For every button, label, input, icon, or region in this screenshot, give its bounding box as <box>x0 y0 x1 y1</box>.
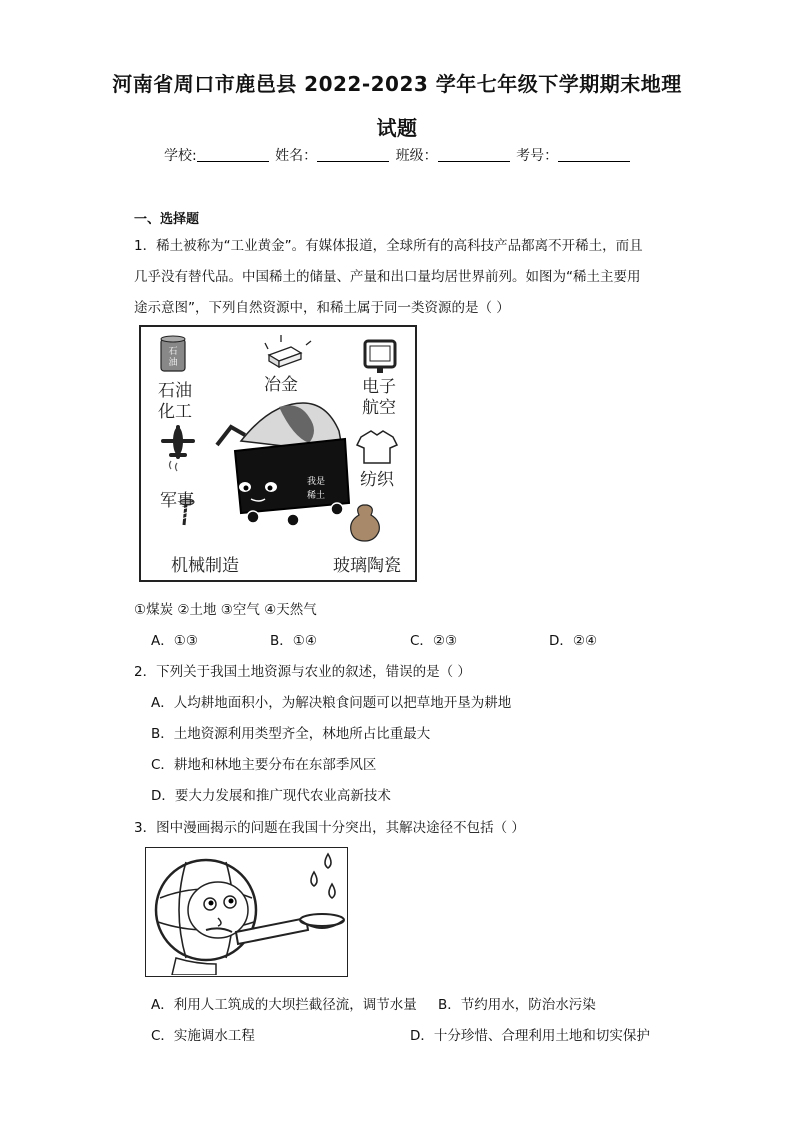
q1-stem-line2: 几乎没有替代品。中国稀土的储量、产量和出口量均居世界前列。如图为“稀土主要用 <box>134 269 641 285</box>
student-info-line <box>164 145 632 165</box>
oil-drum-text: 石 油 <box>168 347 178 368</box>
vase-icon <box>351 505 380 541</box>
school-label: 学校: <box>164 148 197 164</box>
airplane-icon <box>163 427 193 471</box>
t-shirt-icon <box>357 431 397 463</box>
label-metallurgy: 冶金 <box>264 375 298 395</box>
name-blank[interactable] <box>317 147 389 162</box>
q1-option-b[interactable]: B．①④ <box>270 633 317 649</box>
q3-option-b[interactable]: B．节约用水，防治水污染 <box>438 997 596 1013</box>
page-title: 河南省周口市鹿邑县 2022-2023 学年七年级下学期期末地理 <box>112 72 682 96</box>
q1-stem-line1: 1．稀土被称为“工业黄金”。有媒体报道，全球所有的高科技产品都离不开稀土，而且 <box>134 238 643 254</box>
class-label: 班级： <box>395 148 438 164</box>
water-shortage-cartoon <box>145 847 348 977</box>
exam-number-blank[interactable] <box>558 147 630 162</box>
monitor-icon <box>365 341 395 373</box>
q2-option-d[interactable]: D．要大力发展和推广现代农业高新技术 <box>151 788 391 804</box>
q3-stem: 3．图中漫画揭示的问题在我国十分突出，其解决途径不包括（ ） <box>134 820 525 836</box>
name-label: 姓名： <box>275 148 318 164</box>
q3-option-a[interactable]: A．利用人工筑成的大坝拦截径流，调节水量 <box>151 997 417 1013</box>
label-military: 军事 <box>160 491 194 511</box>
section-heading: 一、选择题 <box>134 212 200 227</box>
q3-option-d[interactable]: D．十分珍惜、合理利用土地和切实保护 <box>410 1028 650 1044</box>
q1-option-d[interactable]: D．②④ <box>549 633 598 649</box>
cart-text: 我是 稀土 <box>306 477 325 501</box>
rare-earth-figure-drawing <box>141 327 415 580</box>
q1-option-a[interactable]: A．①③ <box>151 633 198 649</box>
q2-stem: 2．下列关于我国土地资源与农业的叙述，错误的是（ ） <box>134 664 471 680</box>
metal-ingot-icon <box>265 335 311 367</box>
page-title-line2: 试题 <box>376 116 418 140</box>
label-petrochemical: 石油 化工 <box>158 381 192 422</box>
q3-option-c[interactable]: C．实施调水工程 <box>151 1028 255 1044</box>
rare-earth-uses-figure <box>139 325 417 582</box>
label-electronics-aviation: 电子 航空 <box>362 377 396 418</box>
q1-items: ①煤炭 ②土地 ③空气 ④天然气 <box>134 602 317 618</box>
school-blank[interactable] <box>197 147 269 162</box>
label-machinery: 机械制造 <box>171 556 239 576</box>
q1-option-c[interactable]: C．②③ <box>410 633 458 649</box>
exam-number-label: 考号： <box>516 148 559 164</box>
q2-option-b[interactable]: B．土地资源利用类型齐全，林地所占比重最大 <box>151 726 431 742</box>
class-blank[interactable] <box>438 147 510 162</box>
q2-option-a[interactable]: A．人均耕地面积小，为解决粮食问题可以把草地开垦为耕地 <box>151 695 512 711</box>
rare-earth-cart-icon <box>217 403 349 526</box>
label-textile: 纺织 <box>360 470 394 490</box>
q2-option-c[interactable]: C．耕地和林地主要分布在东部季风区 <box>151 757 377 773</box>
q1-stem-line3: 途示意图”，下列自然资源中，和稀土属于同一类资源的是（ ） <box>134 300 510 316</box>
water-drops-icon <box>311 854 335 898</box>
label-glass-ceramics: 玻璃陶瓷 <box>333 556 401 576</box>
cartoon-drawing <box>146 848 346 975</box>
